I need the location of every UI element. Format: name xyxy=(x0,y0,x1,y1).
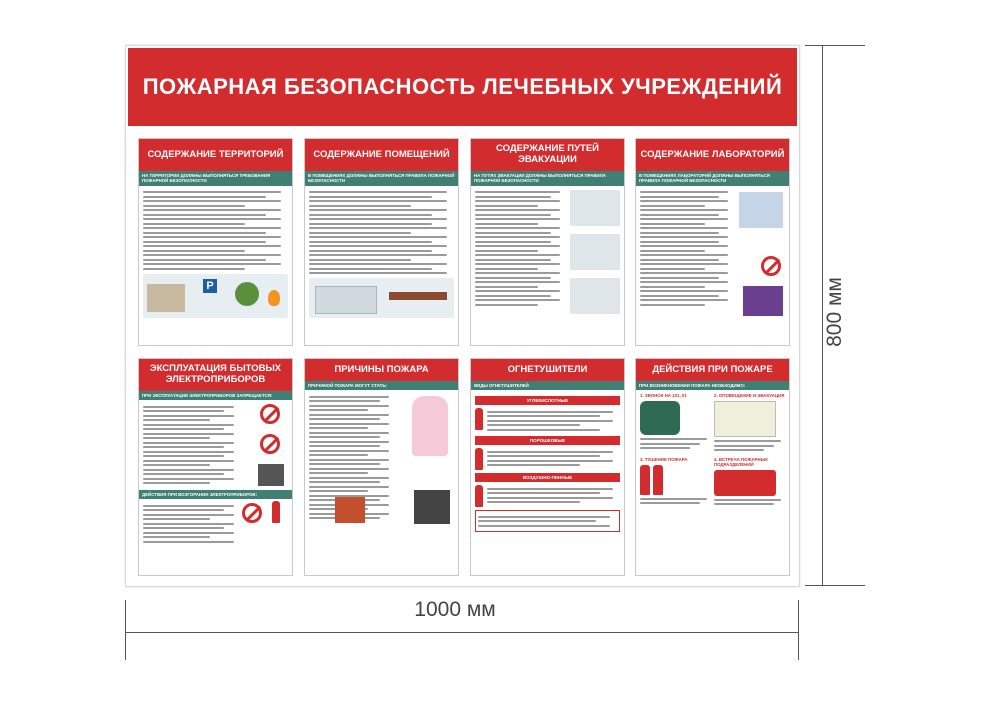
panel-text xyxy=(305,390,458,525)
exit-illustration xyxy=(570,278,620,314)
section-powder: ПОРОШКОВЫЕ xyxy=(475,436,620,445)
building-icon xyxy=(147,284,185,312)
tv-illustration xyxy=(258,464,284,486)
step-call xyxy=(640,393,711,454)
parking-icon: P xyxy=(203,279,217,293)
no-water-icon xyxy=(242,503,262,523)
panel-title: СОДЕРЖАНИЕ ПУТЕЙ ЭВАКУАЦИИ xyxy=(471,139,624,171)
width-dimension-tick-right xyxy=(798,600,799,660)
extinguisher-icon xyxy=(640,465,650,495)
height-dimension-tick-bottom xyxy=(805,585,865,586)
panel-subtitle: ПРИ ЭКСПЛУАТАЦИИ ЭЛЕКТРОПРИБОРОВ ЗАПРЕЩАЕТСЯ: xyxy=(139,391,292,400)
panel-title: СОДЕРЖАНИЕ ПОМЕЩЕНИЙ xyxy=(305,139,458,171)
step-alert xyxy=(714,393,785,454)
panel-fire-causes xyxy=(304,358,459,576)
panel-text xyxy=(139,186,292,325)
width-dimension-line xyxy=(125,632,798,633)
no-iron-icon xyxy=(260,404,280,424)
panel-fire-actions xyxy=(635,358,790,576)
panel-subtitle: ПРИ ВОЗНИКНОВЕНИИ ПОЖАРА НЕОБХОДИМО: xyxy=(636,381,789,390)
panel-evacuation xyxy=(470,138,625,346)
powder-extinguisher-icon xyxy=(475,448,483,470)
panel-title: ОГНЕТУШИТЕЛИ xyxy=(471,359,624,381)
poster-banner xyxy=(128,48,797,126)
width-dimension-tick-left xyxy=(125,600,126,660)
fire-classes-table xyxy=(475,510,620,532)
panel-subtitle: В ПОМЕЩЕНИЯХ ЛАБОРАТОРИЙ ДОЛЖНЫ ВЫПОЛНЯТЬСЯ ПРАВИЛА ПОЖАРНОЙ БЕЗОПАСНОСТИ xyxy=(636,171,789,186)
step-label: 3. ТУШЕНИЕ ПОЖАРА xyxy=(640,456,688,462)
step-extinguish xyxy=(640,457,711,508)
poster xyxy=(125,45,800,587)
step-meet-firefighters xyxy=(714,457,785,508)
panel-subtitle: НА ПУТЯХ ЭВАКУАЦИИ ДОЛЖНЫ ВЫПОЛНЯТЬСЯ ПРАВИЛА ПОЖАРНОЙ БЕЗОПАСНОСТИ xyxy=(471,171,624,186)
step-label: 2. ОПОВЕЩЕНИЕ И ЭВАКУАЦИЯ xyxy=(714,393,785,399)
panel-subtitle-actions: ДЕЙСТВИЯ ПРИ ВОЗГОРАНИИ ЭЛЕКТРОПРИБОРОВ: xyxy=(139,490,292,499)
tree-icon xyxy=(235,282,259,306)
heater-illustration xyxy=(335,497,365,523)
cabinet-illustration xyxy=(743,286,783,316)
panel-appliances xyxy=(138,358,293,576)
extinguisher-icon xyxy=(272,501,280,523)
panel-title: ДЕЙСТВИЯ ПРИ ПОЖАРЕ xyxy=(636,359,789,381)
territory-illustration xyxy=(143,274,288,318)
step-label: 1. ЗВОНОК НА 101, 01 xyxy=(640,393,687,399)
co2-extinguisher-icon xyxy=(475,408,483,430)
panel-text xyxy=(305,186,458,326)
panel-text xyxy=(471,186,624,312)
panel-text xyxy=(471,390,624,538)
panel-text xyxy=(636,186,789,312)
panel-territory xyxy=(138,138,293,346)
panel-subtitle: В ПОМЕЩЕНИЯХ ДОЛЖНЫ ВЫПОЛНЯТЬСЯ ПРАВИЛА ПОЖАРНОЙ БЕЗОПАСНОСТИ xyxy=(305,171,458,186)
step-label: 4. ВСТРЕЧА ПОЖАРНЫХ ПОДРАЗДЕЛЕНИЙ xyxy=(714,456,768,467)
fire-truck-icon xyxy=(714,470,776,496)
fire-icon xyxy=(268,290,280,306)
poster-title: ПОЖАРНАЯ БЕЗОПАСНОСТЬ ЛЕЧЕБНЫХ УЧРЕЖДЕНИЙ xyxy=(142,74,783,99)
panel-text xyxy=(139,400,292,490)
extinguisher-icon xyxy=(653,465,663,495)
no-heater-icon xyxy=(260,434,280,454)
evacuation-plan-icon xyxy=(714,401,776,437)
panel-title: СОДЕРЖАНИЕ ЛАБОРАТОРИЙ xyxy=(636,139,789,171)
premises-illustration xyxy=(309,278,454,318)
section-foam: ВОЗДУШНО-ПЕННЫЕ xyxy=(475,473,620,482)
panel-subtitle: НА ТЕРРИТОРИИ ДОЛЖНЫ ВЫПОЛНЯТЬСЯ ТРЕБОВАНИЯ ПОЖАРНОЙ БЕЗОПАСНОСТИ xyxy=(139,171,292,186)
stairs-illustration xyxy=(570,234,620,270)
section-co2: УГЛЕКИСЛОТНЫЕ xyxy=(475,396,620,405)
height-dimension-tick-top xyxy=(805,45,865,46)
pipes-icon xyxy=(389,292,447,300)
foam-extinguisher-icon xyxy=(475,485,483,507)
prohibition-icon xyxy=(761,256,781,276)
child-with-matches-illustration xyxy=(412,396,448,456)
panel-subtitle: ПРИЧИНОЙ ПОЖАРА МОГУТ СТАТЬ: xyxy=(305,381,458,390)
width-dimension-label: 1000 мм xyxy=(414,598,496,621)
panel-title: ПРИЧИНЫ ПОЖАРА xyxy=(305,359,458,381)
panel-text xyxy=(636,390,789,511)
panel-laboratory xyxy=(635,138,790,346)
computer-illustration xyxy=(414,490,450,524)
panel-title: ЭКСПЛУАТАЦИЯ БЫТОВЫХ ЭЛЕКТРОПРИБОРОВ xyxy=(139,359,292,391)
panel-title: СОДЕРЖАНИЕ ТЕРРИТОРИЙ xyxy=(139,139,292,171)
room-icon xyxy=(315,286,377,314)
panel-subtitle: ВИДЫ ОГНЕТУШИТЕЛЕЙ xyxy=(471,381,624,390)
height-dimension-label: 800 мм xyxy=(823,277,846,347)
corridor-illustration xyxy=(570,190,620,226)
phone-icon xyxy=(640,401,680,435)
panel-premises xyxy=(304,138,459,346)
fume-hood-illustration xyxy=(739,192,783,228)
panel-extinguishers xyxy=(470,358,625,576)
panel-text-actions xyxy=(139,499,292,548)
